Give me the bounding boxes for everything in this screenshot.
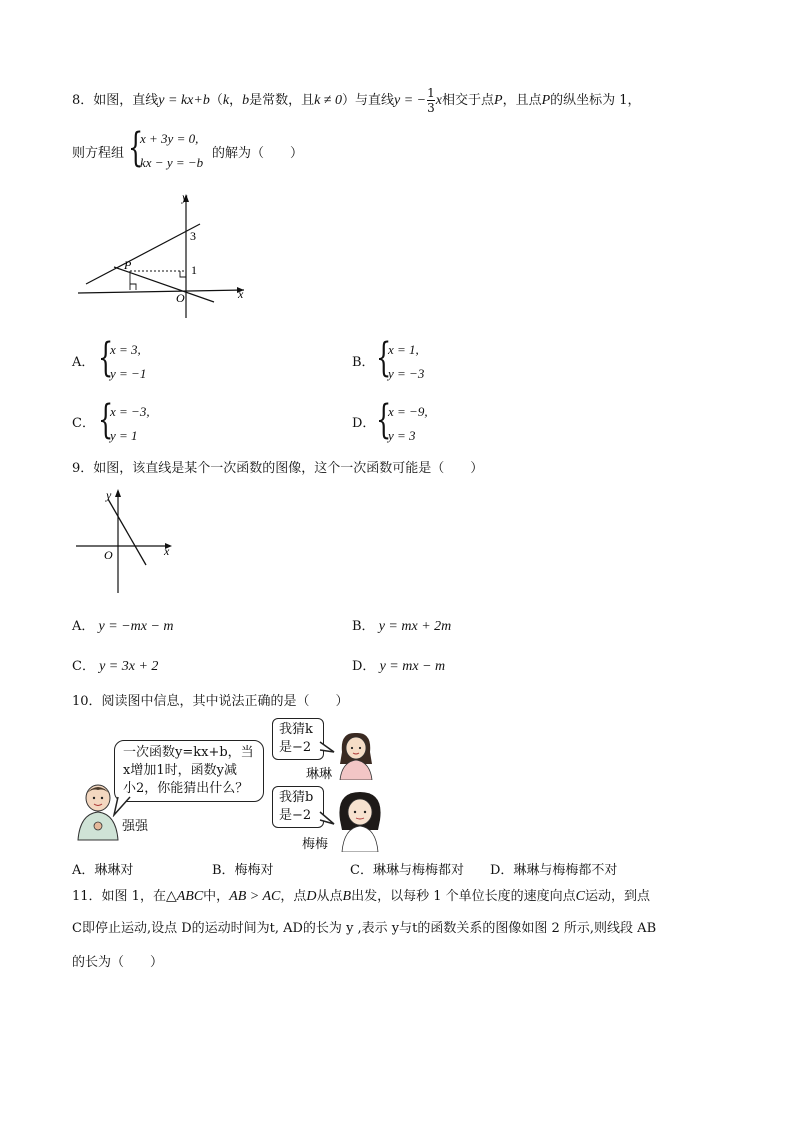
q8-ordinate-text: 的纵坐标为 1，: [550, 93, 641, 108]
q10-bubble-lin-line1: 我猜k: [279, 722, 313, 737]
q11-point-b: B: [342, 889, 352, 904]
q8-frac-den: 3: [427, 101, 435, 115]
q9-option-d[interactable]: [352, 660, 445, 674]
q9-option-b-label: B．: [352, 619, 375, 634]
q8-line-neg-third: [114, 267, 214, 302]
q9-option-d-label: D．: [352, 659, 376, 674]
q10-bubble-main-line2: x增加1时，函数y减: [123, 763, 237, 778]
q9-label-y: y: [106, 488, 112, 502]
q8-line-equation: y = kx+b: [158, 93, 210, 108]
q8-paren-close: ）与直线: [342, 93, 395, 108]
q8-option-a-label[interactable]: A．: [72, 355, 95, 370]
q9-option-c-label: C．: [72, 659, 95, 674]
q11-text-b: 中，: [203, 889, 230, 904]
q8-option-a-eq1: x = 3,: [110, 342, 141, 357]
q9-label-o: O: [104, 548, 113, 562]
q11-line2: C即停止运动,设点 D的运动时间为t, AD的长为 y ,表示 y与t的函数关系的图像如图 2 所示,则线段 AB: [72, 921, 657, 936]
q8-const-text: 是常数，且: [249, 93, 315, 108]
q8-option-d-eq2: y = 3: [388, 428, 416, 443]
q10-option-d[interactable]: D．琳琳与梅梅都不对: [490, 863, 618, 878]
q9-option-b[interactable]: [352, 620, 451, 634]
q8-line2-label: 则方程组: [72, 146, 125, 161]
q9-text: 9．如图，该直线是某个一次函数的图像，这个一次函数可能是（ ）: [72, 461, 484, 476]
q8-option-b-brace: {: [376, 335, 392, 381]
q8-fraction: [427, 87, 435, 114]
q10-bubble-lin-line2: 是−2: [279, 740, 312, 755]
q11-point-c: C: [575, 889, 585, 904]
q10-bubble-main: [114, 740, 264, 802]
q8-and-text: ，且点: [502, 93, 542, 108]
q8-point-p: P: [494, 93, 503, 108]
q8-option-a-eq2: y = −1: [110, 366, 147, 381]
q10-option-c[interactable]: C．琳琳与梅梅都对: [350, 863, 464, 878]
q8-label-3: 3: [190, 229, 196, 243]
q11-inequality: AB > AC: [229, 889, 281, 904]
q8-label-p: P: [124, 258, 132, 272]
q10-name-lin: 琳琳: [306, 767, 333, 782]
q10-bubble-mei-line1: 我猜b: [279, 790, 314, 805]
q8-option-b-eq1: x = 1,: [388, 342, 419, 357]
q8-option-d-brace: {: [376, 397, 392, 443]
q10-option-a[interactable]: A．琳琳对: [72, 863, 134, 878]
q9-option-a[interactable]: [72, 620, 174, 634]
q8-line2-x: x: [435, 93, 442, 108]
q8-option-c-eq1: x = −3,: [110, 404, 150, 419]
q11-triangle: △ABC: [165, 889, 204, 904]
q9-option-a-eq: y = −mx − m: [98, 619, 174, 634]
q10-bubble-main-line3: 小2，你能猜出什么？: [123, 781, 249, 796]
q11-text-d: 从点: [316, 889, 343, 904]
q11-line1: [72, 890, 650, 904]
q8-k: k: [222, 93, 230, 108]
q10-option-b[interactable]: B．梅梅对: [212, 863, 274, 878]
q10-name-qiang: 强强: [122, 819, 149, 834]
q8-point-p2: P: [541, 93, 551, 108]
q9-option-c[interactable]: [72, 660, 158, 674]
q8-condition: k ≠ 0: [314, 93, 342, 108]
q9-option-d-eq: y = mx − m: [379, 659, 446, 674]
q8-intersect-text: 相交于点: [441, 93, 494, 108]
q8-option-b-eq2: y = −3: [388, 366, 425, 381]
q9-option-c-eq: y = 3x + 2: [99, 659, 159, 674]
q10-avatar-lin: [334, 730, 378, 780]
q8-right-angle-1: [130, 284, 136, 290]
q8-option-a-brace: {: [98, 335, 114, 381]
q8-option-b-label[interactable]: B．: [352, 355, 375, 370]
q10-text: 10．阅读图中信息，其中说法正确的是（ ）: [72, 694, 349, 709]
q11-point-d: D: [306, 889, 317, 904]
q8-option-d-eq1: x = −9,: [388, 404, 428, 419]
q11-text-a: 11．如图 1，在: [72, 889, 166, 904]
q8-line2-prefix: y = −: [394, 93, 427, 108]
q8-system-eq1: x + 3y = 0,: [140, 131, 199, 146]
q10-avatar-qiang: [72, 782, 124, 842]
q8-system-eq2: kx − y = −b: [140, 155, 204, 170]
q11-text-c: ，点: [280, 889, 307, 904]
q8-system-brace: {: [128, 125, 144, 171]
q10-bubble-mei-line2: 是−2: [279, 808, 312, 823]
q9-line: [108, 499, 146, 565]
q9-figure: [72, 485, 182, 595]
q9-y-arrow: [115, 489, 121, 497]
q9-option-b-eq: y = mx + 2m: [378, 619, 452, 634]
q8-paren-open: （: [209, 93, 223, 108]
q8-right-angle-2: [180, 271, 186, 277]
q8-label-o: O: [176, 291, 185, 305]
q8-comma: ，: [229, 93, 243, 108]
q11-line3: 的长为（ ）: [72, 955, 164, 970]
q10-avatar-mei: [334, 790, 386, 852]
q8-option-d-label[interactable]: D．: [352, 416, 376, 431]
q8-option-c-eq2: y = 1: [110, 428, 138, 443]
q8-frac-num: 1: [427, 86, 435, 100]
q8-label-x: x: [238, 287, 244, 301]
q9-option-a-label: A．: [72, 619, 95, 634]
q8-option-c-label[interactable]: C．: [72, 416, 95, 431]
q9-label-x: x: [164, 544, 170, 558]
q8-b: b: [242, 93, 250, 108]
q8-label-1: 1: [191, 263, 197, 277]
q10-bubble-main-line1: 一次函数y=kx+b，当: [123, 745, 254, 760]
q10-name-mei: 梅梅: [302, 837, 329, 852]
q11-text-e: 出发，以每秒 1 个单位长度的速度向点: [351, 889, 576, 904]
q8-label-y: y: [182, 190, 188, 204]
q10-bubble-lin: [272, 718, 324, 760]
q11-text-f: 运动，到点: [584, 889, 650, 904]
q8-number: 8．如图，直线: [72, 93, 159, 108]
q8-figure: [72, 190, 252, 330]
q8-x-axis: [78, 290, 244, 293]
q8-option-c-brace: {: [98, 397, 114, 443]
q8-line-kxb: [86, 224, 200, 284]
q8-line1: [72, 87, 641, 114]
q10-bubble-mei: [272, 786, 324, 828]
q8-system-tail: 的解为（ ）: [212, 146, 304, 161]
